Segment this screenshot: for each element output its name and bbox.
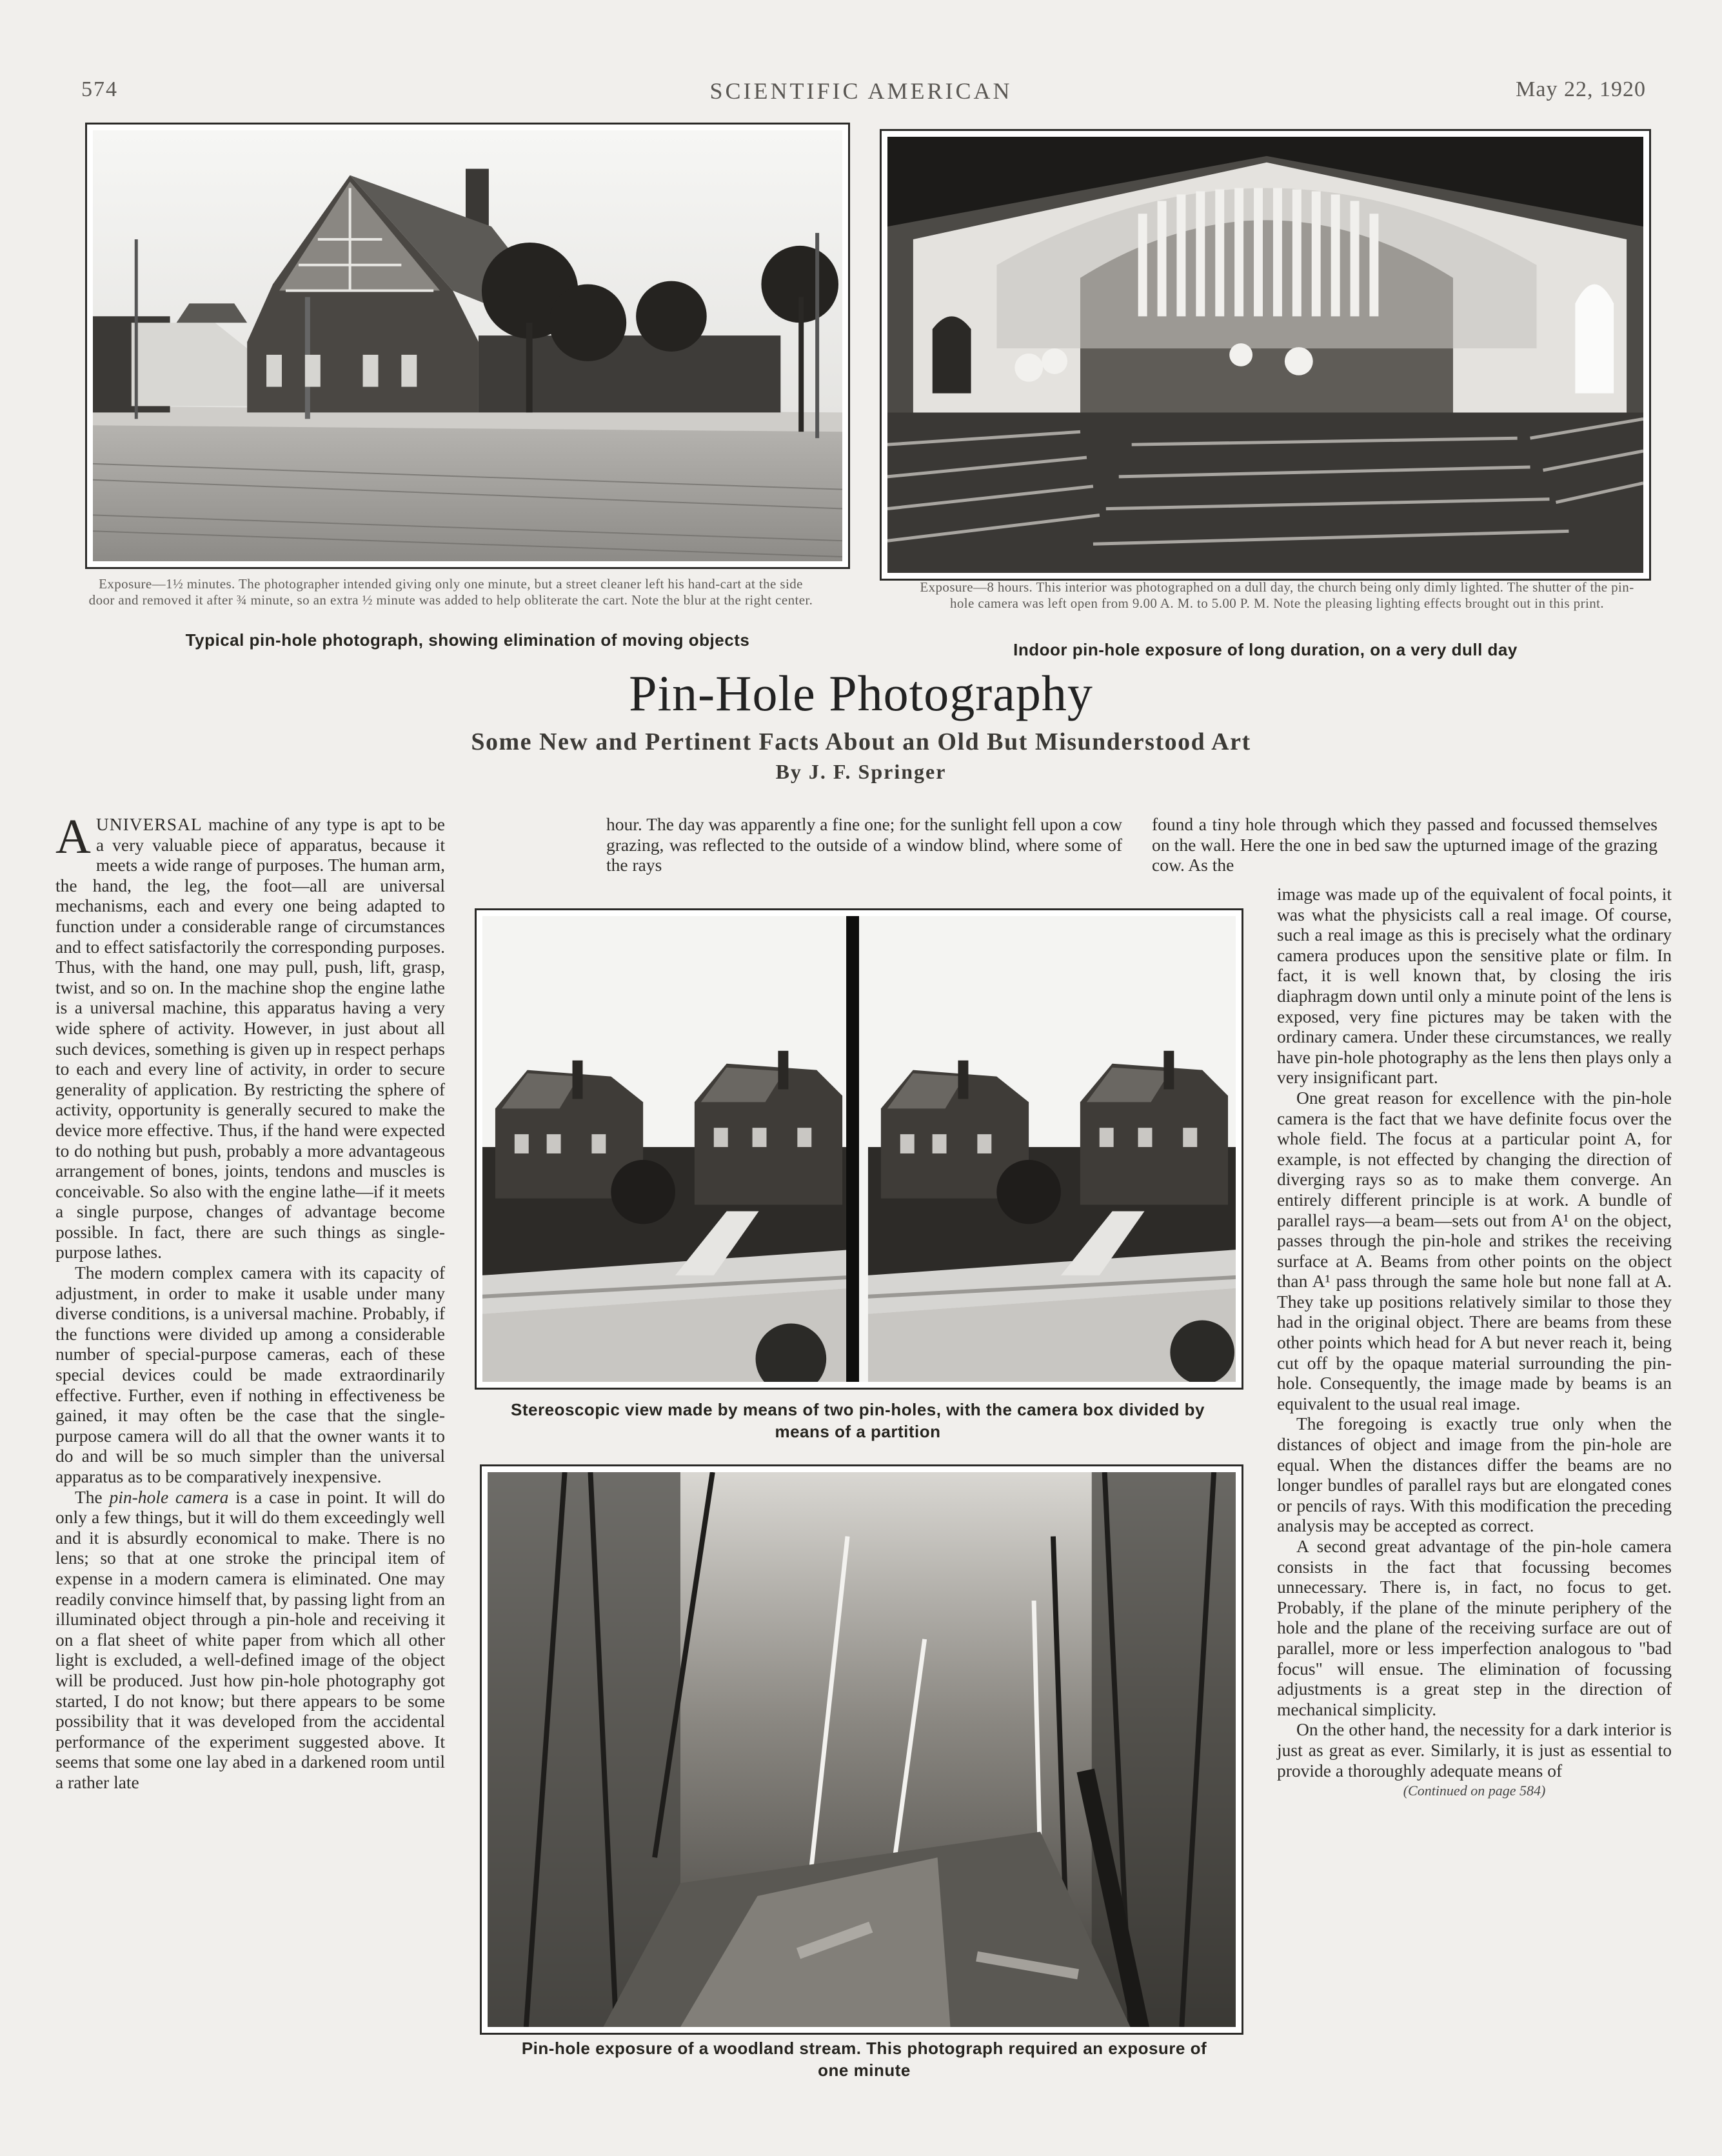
- column-1: [55, 810, 445, 1793]
- article-byline: By J. F. Springer: [775, 760, 947, 783]
- photo-church-interior: [880, 129, 1651, 581]
- paragraph-text: The: [75, 1486, 110, 1507]
- photo-woodland-stream: [480, 1464, 1243, 2035]
- caption-church-details: Exposure—8 hours. This interior was photographed on a dull day, the church being only dimly lighted. The shutter of the pin-hole camera was left open from 9.00 A. M. to 5.00 P. M. Note the pleasing lighting effects brought out in this print.: [920, 579, 1634, 611]
- caption-street-details: Exposure—1½ minutes. The photographer intended giving only one minute, but a street cleaner left his hand-cart at the side door and removed it after ¾ minute, so an extra ½ minute was added to help obliterate the cart. Note the blur at the right center.: [88, 576, 813, 608]
- caption-church-title: Indoor pin-hole exposure of long duration, on a very dull day: [1013, 640, 1518, 659]
- column-3-top: found a tiny hole through which they passed and focussed themselves on the wall. Here the one in bed saw the upturned image of the grazing cow. As the: [1152, 814, 1658, 875]
- paragraph-text: is a case in point. It will do only a few things, but it will do them exceedingly well and it is absurdly economical to make. There is no lens; so that at one stroke the principal item of expense in a modern camera is eliminated. One may readily convince himself that, by passing light from an illuminated object through a pin-hole and receiving it on a flat sheet of white paper from which all other light is excluded, a well-defined image of the object will be produced. Just how pin-hole photography got started, I do not know; but there appears to be some possibility that it was developed from the accidental performance of the experiment suggested above. It seems that some one lay abed in a darkened room until a rather late: [55, 1486, 445, 1792]
- paragraph: The foregoing is exactly true only when the distances of object and image from the pin-hole are equal. When the distances differ the beams are no longer bundles of parallel rays but are elongated cones or pencils of rays. With this modification the preceding analysis may be accepted as correct.: [1277, 1413, 1672, 1536]
- continued-note: (Continued on page 584): [1403, 1782, 1546, 1799]
- paragraph: On the other hand, the necessity for a dark interior is just as great as ever. Similarly, it is just as essential to provide a thoroughly adequate means of: [1277, 1719, 1672, 1781]
- paragraph: [55, 1487, 445, 1793]
- paragraph-text: machine of any type is apt to be a very valuable piece of apparatus, because it meets a wide range of purposes. The human arm, the hand, the leg, the foot—all are universal mechanisms, each and every one being adapted to function under a considerable range of circumstances and to effect satisfactorily the corresponding purposes. Thus, with the hand, one may pull, push, lift, grasp, twist, and so on. In the machine shop the engine lathe is a universal machine, this apparatus having a very wide sphere of activity. However, in just about all such devices, something is given up in respect perhaps to each and every line of activity, in order to secure generality of application. By restricting the sphere of activity, opportunity is generally secured to make the device more effective. Thus, if the hand were expected to do nothing but push, probably a more advantageous arrangement of bones, joints, tendons and muscles is conceivable. So also with the engine lathe—if it meets a single purpose, changes of advantage become possible. In fact, there are such things as single-purpose lathes.: [55, 814, 445, 1263]
- article-subtitle: Some New and Pertinent Facts About an Old But Misunderstood Art: [471, 728, 1251, 755]
- publication-name: SCIENTIFIC AMERICAN: [709, 78, 1013, 104]
- paragraph: A second great advantage of the pin-hole camera consists in the fact that focussing becomes unnecessary. There is, in fact, no focus to get. Probably, if the plane of the minute periphery of the hole and the plane of the receiving surface are out of parallel, more or less imperfection analogous to "bad focus" will ensue. The elimination of focussing adjustments is a great step in the direction of mechanical simplicity.: [1277, 1536, 1672, 1719]
- issue-date: May 22, 1920: [1516, 77, 1646, 101]
- emphasis: pin-hole camera: [109, 1486, 229, 1507]
- drop-cap: A: [55, 810, 91, 864]
- lead-in: UNIVERSAL: [95, 814, 203, 834]
- caption-stereoscopic: Stereoscopic view made by means of two pin-holes, with the camera box divided by means of a partition: [511, 1400, 1205, 1441]
- paragraph: The modern complex camera with its capacity of adjustment, in order to make it usable under many diverse conditions, is a universal machine. Probably, if the functions were divided up among a considerable number of special-purpose cameras, each of these special devices could be made extraordinarily effective. Further, even if nothing in effectiveness be gained, it may often be the case that the single-purpose camera will do all that the owner wants it to do and will be so much simpler than the universal apparatus as to be comparatively inexpensive.: [55, 1263, 445, 1486]
- column-2-top: hour. The day was apparently a fine one; for the sunlight fell upon a cow grazing, was reflected to the outside of a window blind, where some of the rays: [606, 814, 1122, 875]
- caption-woodland-stream: Pin-hole exposure of a woodland stream. This photograph required an exposure of one minute: [521, 2039, 1207, 2080]
- page-number: 574: [81, 77, 118, 101]
- paragraph: [55, 810, 445, 1263]
- paragraph: One great reason for excellence with the pin-hole camera is the fact that we have definite focus over the whole field. The focus at a particular point A, for example, is not effected by changing the direction of diverging rays so as to make them converge. An entirely different principle is at work. A bundle of parallel rays—a beam—sets out from A¹ on the object, passes through the pin-hole and strikes the receiving surface at A. Beams from other points on the object than A¹ pass through the same hole but none fall at A. They take up positions relatively similar to those they had in the original object. There are beams from these other points which head for A but never reach it, being cut off by the opaque material surrounding the pin-hole. Consequently, the image made by beams is an equivalent to the usual real image.: [1277, 1087, 1672, 1413]
- article-title: Pin-Hole Photography: [629, 665, 1093, 721]
- column-3: [1277, 884, 1672, 1801]
- caption-street-title: Typical pin-hole photograph, showing elimination of moving objects: [185, 630, 750, 650]
- photo-stereoscopic-houses: [475, 908, 1243, 1390]
- photo-street-church: [85, 123, 850, 569]
- paragraph: image was made up of the equivalent of focal points, it was what the physicists call a real image. Of course, such a real image as this is precisely what the ordinary camera produces upon the sensitive plate or film. In fact, it is well known that, by closing the iris diaphragm down until only a minute point of the lens is exposed, very fine pictures may be taken with the ordinary camera. Under these circumstances, we really have pin-hole photography as the lens then plays only a very insignificant part.: [1277, 884, 1672, 1088]
